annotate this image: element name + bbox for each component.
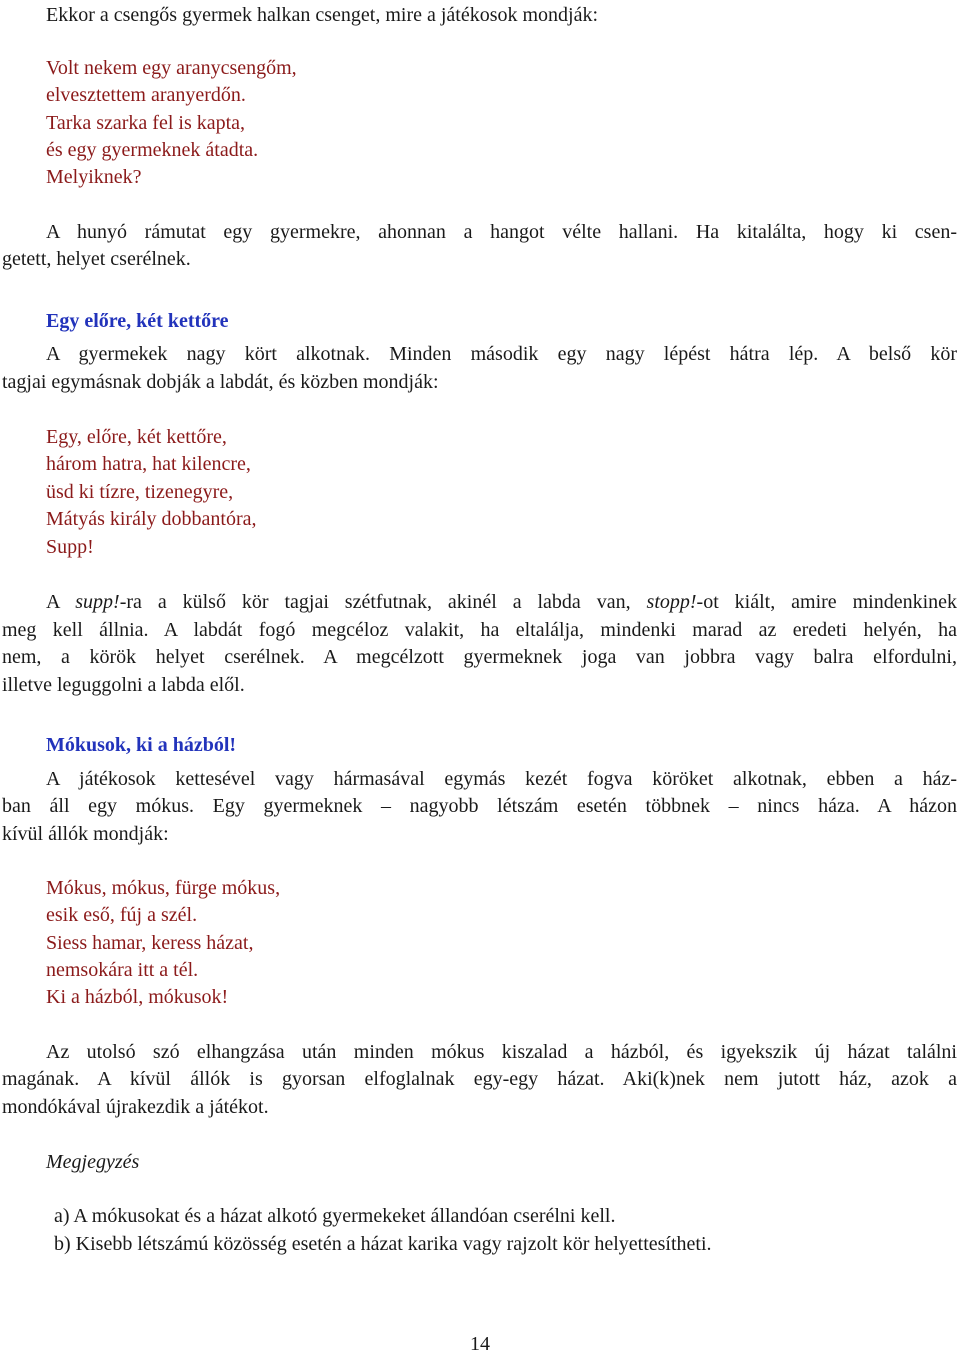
paragraph-line: A gyermekek nagy kört alkotnak. Minden második egy nagy lépést hátra lép. A belső kör bbox=[46, 343, 957, 365]
note-item: b) Kisebb létszámú közösség esetén a házat karika vagy rajzolt kör helyettesítheti. bbox=[54, 1233, 712, 1255]
paragraph-line: A játékosok kettesével vagy hármasával egymás kezét fogva köröket alkotnak, ebben a ház- bbox=[46, 768, 957, 790]
poem-line: üsd ki tízre, tizenegyre, bbox=[46, 481, 234, 503]
paragraph-line: getett, helyet cserélnek. bbox=[2, 248, 191, 270]
poem-line: Siess hamar, keress házat, bbox=[46, 932, 254, 954]
section-heading-egy-elore: Egy előre, két kettőre bbox=[46, 310, 229, 332]
poem-line: Tarka szarka fel is kapta, bbox=[46, 112, 246, 134]
poem-line: Mókus, mókus, fürge mókus, bbox=[46, 877, 281, 899]
poem-line: három hatra, hat kilencre, bbox=[46, 453, 251, 475]
poem-line: Egy, előre, két kettőre, bbox=[46, 426, 227, 448]
note-item: a) A mókusokat és a házat alkotó gyermekeket állandóan cserélni kell. bbox=[54, 1205, 616, 1227]
text-run: -ot kiált, amire mindenkinek bbox=[696, 591, 958, 613]
paragraph-line: kívül állók mondják: bbox=[2, 823, 169, 845]
text-run: A bbox=[46, 591, 76, 613]
text-run: -ra a külső kör tagjai szétfutnak, akinél a labda van, bbox=[119, 591, 647, 613]
paragraph-line: mondókával újrakezdik a játékot. bbox=[2, 1096, 269, 1118]
italic-word-stopp: stopp! bbox=[646, 591, 697, 613]
page-number: 14 bbox=[470, 1333, 490, 1355]
paragraph-line: meg kell állnia. A labdát fogó megcéloz valakit, ha eltalálja, mindenki marad az eredeti helyén, ha bbox=[2, 619, 957, 641]
poem-line: Supp! bbox=[46, 536, 94, 558]
paragraph-line: tagjai egymásnak dobják a labdát, és közben mondják: bbox=[2, 371, 439, 393]
poem-line: elvesztettem aranyerdőn. bbox=[46, 84, 246, 106]
poem-line: Melyiknek? bbox=[46, 166, 142, 188]
poem-line: Volt nekem egy aranycsengőm, bbox=[46, 57, 297, 79]
paragraph-line: nem, a körök helyet cserélnek. A megcélzott gyermeknek joga van jobbra vagy balra elfordulni, bbox=[2, 646, 957, 668]
paragraph-line: Az utolsó szó elhangzása után minden mókus kiszalad a házból, és igyekszik új házat találni bbox=[46, 1041, 957, 1063]
intro-text: Ekkor a csengős gyermek halkan csenget, mire a játékosok mondják: bbox=[46, 4, 599, 26]
poem-line: és egy gyermeknek átadta. bbox=[46, 139, 259, 161]
paragraph-line: illetve leguggolni a labda elől. bbox=[2, 674, 245, 696]
poem-line: esik eső, fúj a szél. bbox=[46, 904, 198, 926]
paragraph-line: magának. A kívül állók is gyorsan elfoglalnak egy-egy házat. Aki(k)nek nem jutott ház, azok a bbox=[2, 1068, 957, 1090]
note-title: Megjegyzés bbox=[46, 1151, 140, 1173]
italic-word-supp: supp! bbox=[75, 591, 120, 613]
poem-line: Ki a házból, mókusok! bbox=[46, 986, 229, 1008]
section-heading-mokusok: Mókusok, ki a házból! bbox=[46, 734, 237, 756]
paragraph-line bbox=[46, 589, 957, 616]
poem-line: nemsokára itt a tél. bbox=[46, 959, 199, 981]
poem-line: Mátyás király dobbantóra, bbox=[46, 508, 257, 530]
paragraph-line: A hunyó rámutat egy gyermekre, ahonnan a hangot vélte hallani. Ha kitalálta, hogy ki csen- bbox=[46, 221, 957, 243]
paragraph-line: ban áll egy mókus. Egy gyermeknek – nagyobb létszám esetén többnek – nincs háza. A házon bbox=[2, 795, 957, 817]
